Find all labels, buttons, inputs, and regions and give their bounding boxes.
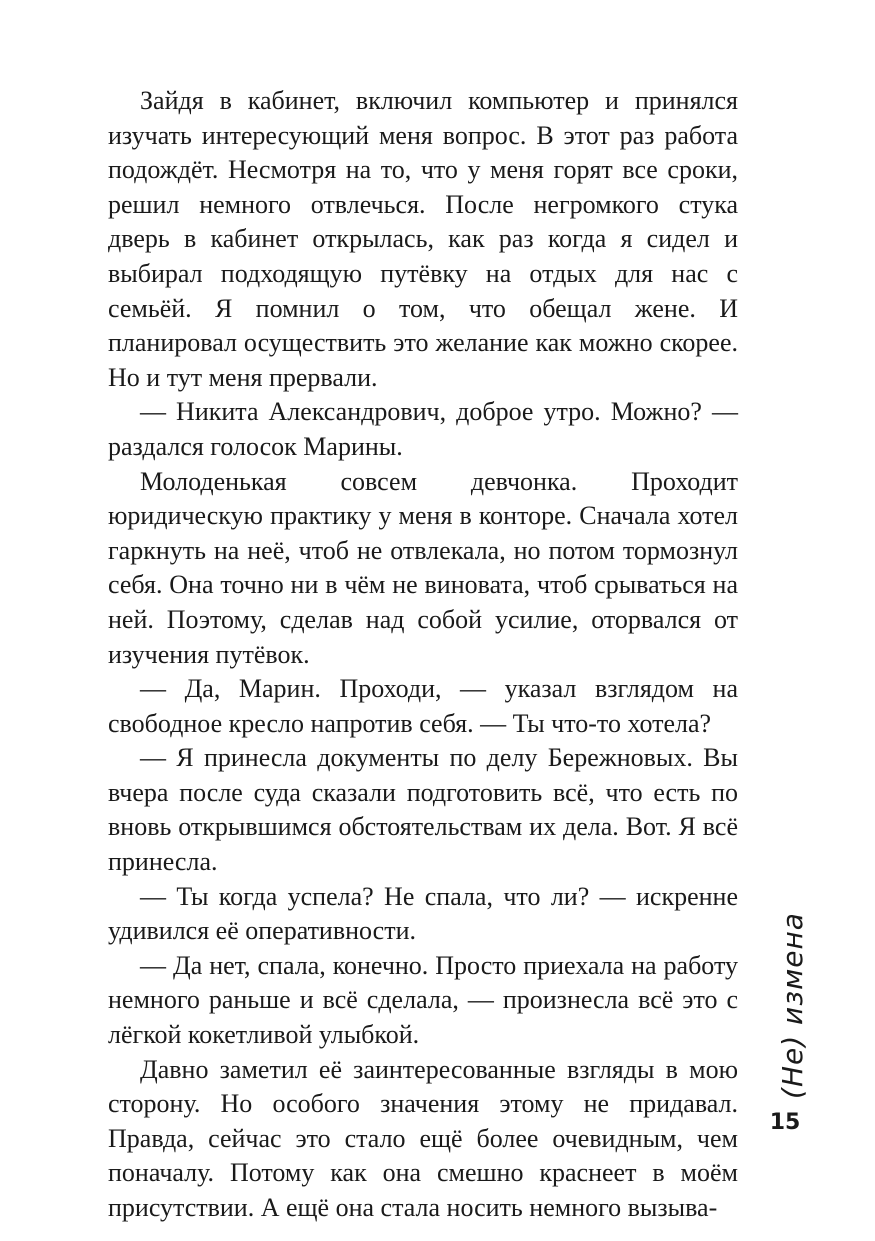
paragraph: Зайдя в кабинет, включил компьютер и принялся изучать интересующий меня вопрос. В этот раз работа подождёт. Несмотря на то, что у меня горят все сроки, решил немного отвлечься. После негромкого стука дверь в кабинет открылась, как раз когда я сидел и выбирал подходящую путёвку на отдых для нас с семьёй. Я помнил о том, что обещал жене. И планировал осуществить это желание как можно скорее. Но и тут меня прервали. <box>108 86 738 392</box>
paragraph: — Никита Александрович, доброе утро. Можно? — раздался голосок Марины. <box>108 397 738 461</box>
paragraph: — Да нет, спала, конечно. Просто приехала на работу немного раньше и всё сделала, — произнесла всё это с лёгкой кокетливой улыбкой. <box>108 950 738 1050</box>
paragraph: — Ты когда успела? Не спала, что ли? — искренне удивился её оперативности. <box>108 881 738 946</box>
paragraph: Давно заметил её заинтересованные взгляды в мою сторону. Но особого значения этому не придавал. Правда, сейчас это стало ещё более очевидным, чем поначалу. Потому как она смешно краснеет в моём присутствии. А ещё она стала носить немного вызыва- <box>108 1054 738 1222</box>
paragraph: Молоденькая совсем девчонка. Проходит юридическую практику у меня в конторе. Сначала хотел гаркнуть на неё, чтоб не отвлекала, но потом тормознул себя. Она точно ни в чём не виновата, чтоб срываться на ней. Поэтому, сделав над собой усилие, оторвался от изучения путёвок. <box>108 466 738 669</box>
paragraph: — Да, Марин. Проходи, — указал взглядом на свободное кресло напротив себя. — Ты что-то хотела? <box>108 674 738 738</box>
running-title <box>770 911 814 1099</box>
page-number: 15 <box>769 1110 801 1135</box>
running-title-text: (Не) измена <box>775 911 809 1099</box>
body-text <box>108 84 738 1226</box>
paragraph: — Я принесла документы по делу Бережновых. Вы вчера после суда сказали подготовить всё, что есть по вновь открывшимся обстоятельствам их дела. Вот. Я всё принесла. <box>108 743 738 877</box>
